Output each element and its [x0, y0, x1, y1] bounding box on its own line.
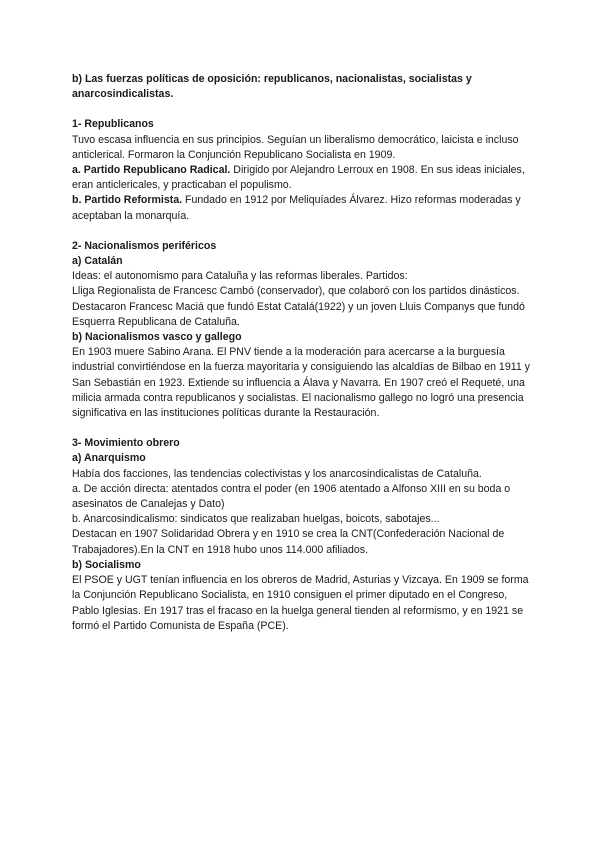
section-heading-movimiento-obrero: 3- Movimiento obrero	[72, 437, 180, 450]
vasco-gallego-text: En 1903 muere Sabino Arana. El PNV tiende a la moderación para acercarse a la burguesía industrial convirtiéndose en la fuerza mayoritaria y consiguiendo las alcaldías de Bilbao en 1911 y San Sebastián en 1923. Extiende su influencia a Álava y Navarra. En 1907 creó el Requeté, una milicia armada contra republicanos y socialistas. El nacionalismo gallego no logró una presencia significativa en las instituciones políticas durante la Restauración.	[72, 346, 530, 420]
section-republicanos	[72, 117, 534, 223]
subheading-socialismo: b) Socialismo	[72, 558, 141, 571]
section-heading-nacionalismos: 2- Nacionalismos periféricos	[72, 239, 217, 252]
document-page	[72, 72, 534, 649]
partido-reformista-label: b. Partido Reformista.	[72, 194, 183, 207]
subheading-vasco-gallego: b) Nacionalismos vasco y gallego	[72, 331, 242, 344]
partido-reformista-text: Fundado en 1912 por Meliquíades Álvarez. Hizo reformas moderadas y aceptaban la monarquía.	[72, 194, 521, 222]
section-movimiento-obrero	[72, 436, 534, 634]
anarquismo-text-1: Había dos facciones, las tendencias colectivistas y los anarcosindicalistas de Cataluña.	[72, 467, 482, 480]
catalan-text-2: Lliga Regionalista de Francesc Cambó (conservador), que colaboró con los partidos dinásticos. Destacaron Francesc Maciá que fundó Estat Catalá(1922) y un joven Lluis Companys que fundó Esquerra Republicana de Cataluña.	[72, 285, 525, 328]
partido-radical-paragraph	[72, 163, 534, 193]
section-heading-republicanos: 1- Republicanos	[72, 118, 154, 131]
subheading-anarquismo: a) Anarquismo	[72, 452, 146, 465]
subheading-catalan: a) Catalán	[72, 255, 123, 268]
anarquismo-text-3: b. Anarcosindicalismo: sindicatos que realizaban huelgas, boicots, sabotajes...	[72, 513, 440, 526]
socialismo-text: El PSOE y UGT tenían influencia en los obreros de Madrid, Asturias y Vizcaya. En 1909 se forma la Conjunción Republicano Socialista, en 1910 consiguen el primer diputado en el Congreso, Pablo Iglesias. En 1917 tras el fracaso en la huelga general tienden al reformismo, y en 1921 se formó el Partido Comunista de España (PCE).	[72, 574, 529, 632]
anarquismo-text-2: a. De acción directa: atentados contra el poder (en 1906 atentado a Alfonso XIII en su boda o asesinatos de Canalejas y Dato)	[72, 482, 511, 511]
partido-radical-text: Dirigido por Alejandro Lerroux en 1908. En sus ideas iniciales, eran anticlericales, y practicaban el populismo.	[72, 164, 525, 192]
document-title: b) Las fuerzas políticas de oposición: republicanos, nacionalistas, socialistas y anarcosindicalistas.	[72, 73, 472, 101]
catalan-text-1: Ideas: el autonomismo para Cataluña y las reformas liberales. Partidos:	[72, 270, 408, 283]
section-nacionalismos	[72, 239, 534, 421]
partido-reformista-paragraph	[72, 193, 534, 223]
partido-radical-label: a. Partido Republicano Radical.	[72, 164, 231, 177]
republicanos-intro: Tuvo escasa influencia en sus principios. Seguían un liberalismo democrático, laicista e incluso anticlerical. Formaron la Conjunción Republicano Socialista en 1909.	[72, 133, 519, 161]
anarquismo-text-4: Destacan en 1907 Solidaridad Obrera y en 1910 se crea la CNT(Confederación Nacional de Trabajadores).En la CNT en 1918 hubo unos 114.000 afiliados.	[72, 528, 505, 556]
